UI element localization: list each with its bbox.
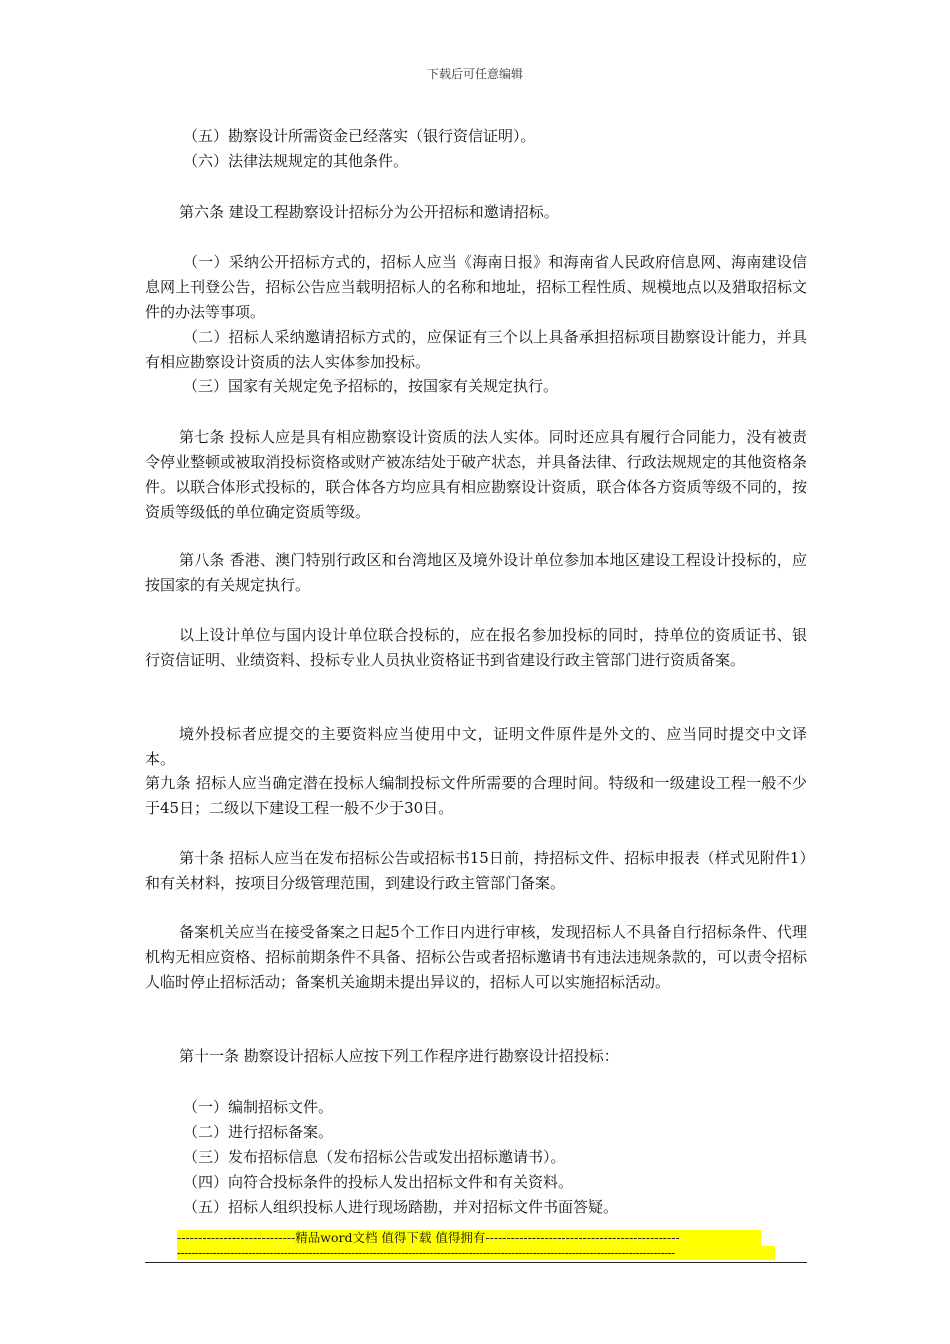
article-7: 第七条 投标人应是具有相应勘察设计资质的法人实体。同时还应具有履行合同能力，没有被责令停业整顿或被取消投标资格或财产被冻结处于破产状态，并具备法律、行政法规规定的其他资格条件。以联合体形式投标的，联合体各方均应具有相应勘察设计资质，联合体各方资质等级不同的，按资质等级低的单位确定资质等级。 bbox=[145, 428, 807, 521]
procedure-item: （二）进行招标备案。 bbox=[183, 1123, 334, 1141]
clause-item: （二）招标人采纳邀请招标方式的，应保证有三个以上具备承担招标项目勘察设计能力，并具有相应勘察设计资质的法人实体参加投标。 bbox=[145, 328, 807, 371]
clause-item: （六）法律法规规定的其他条件。 bbox=[183, 152, 409, 170]
procedure-item: （一）编制招标文件。 bbox=[183, 1098, 334, 1116]
article-6: 第六条 建设工程勘察设计招标分为公开招标和邀请招标。 bbox=[179, 203, 559, 221]
procedure-item: （四）向符合投标条件的投标人发出招标文件和有关资料。 bbox=[183, 1173, 574, 1191]
article-9: 第九条 招标人应当确定潜在投标人编制投标文件所需要的合理时间。特级和一级建设工程一般不少于45日；二级以下建设工程一般不少于30日。 bbox=[145, 774, 807, 817]
footer-banner: ----------------------------精品word文档 值得下载 值得拥有---------------------------------------------- bbox=[177, 1230, 761, 1246]
procedure-item: （三）发布招标信息（发布招标公告或发出招标邀请书）。 bbox=[183, 1148, 566, 1166]
procedure-item: （五）招标人组织投标人进行现场踏勘，并对招标文件书面答疑。 bbox=[183, 1198, 619, 1216]
clause-item: （三）国家有关规定免予招标的，按国家有关规定执行。 bbox=[183, 377, 559, 395]
clause-item: （一）采纳公开招标方式的，招标人应当《海南日报》和海南省人民政府信息网、海南建设信息网上刊登公告，招标公告应当载明招标人的名称和地址，招标工程性质、规模地点以及猎取招标文件的办法等事项。 bbox=[145, 253, 807, 321]
article-10: 第十条 招标人应当在发布招标公告或招标书15日前，持招标文件、招标申报表（样式见附件1）和有关材料，按项目分级管理范围，到建设行政主管部门备案。 bbox=[145, 849, 807, 892]
article-8: 第八条 香港、澳门特别行政区和台湾地区及境外设计单位参加本地区建设工程设计投标的，应按国家的有关规定执行。 bbox=[145, 551, 807, 594]
page-header: 下载后可任意编辑 bbox=[426, 67, 523, 81]
paragraph: 以上设计单位与国内设计单位联合投标的，应在报名参加投标的同时，持单位的资质证书、银行资信证明、业绩资料、投标专业人员执业资格证书到省建设行政主管部门进行资质备案。 bbox=[145, 626, 807, 669]
paragraph: 备案机关应当在接受备案之日起5个工作日内进行审核，发现招标人不具备自行招标条件、代理机构无相应资格、招标前期条件不具备、招标公告或者招标邀请书有违法违规条款的，可以责令招标人临时停止招标活动；备案机关逾期未提出异议的，招标人可以实施招标活动。 bbox=[145, 923, 807, 991]
footer-dash-line: -------------------------------------------------------------------------------------------------------------------------------------------- bbox=[177, 1246, 775, 1260]
article-11: 第十一条 勘察设计招标人应按下列工作程序进行勘察设计招投标： bbox=[179, 1047, 619, 1065]
footer-rule bbox=[145, 1262, 807, 1263]
paragraph: 境外投标者应提交的主要资料应当使用中文，证明文件原件是外文的、应当同时提交中文译本。 bbox=[145, 725, 807, 768]
clause-item: （五）勘察设计所需资金已经落实（银行资信证明）。 bbox=[183, 127, 536, 145]
